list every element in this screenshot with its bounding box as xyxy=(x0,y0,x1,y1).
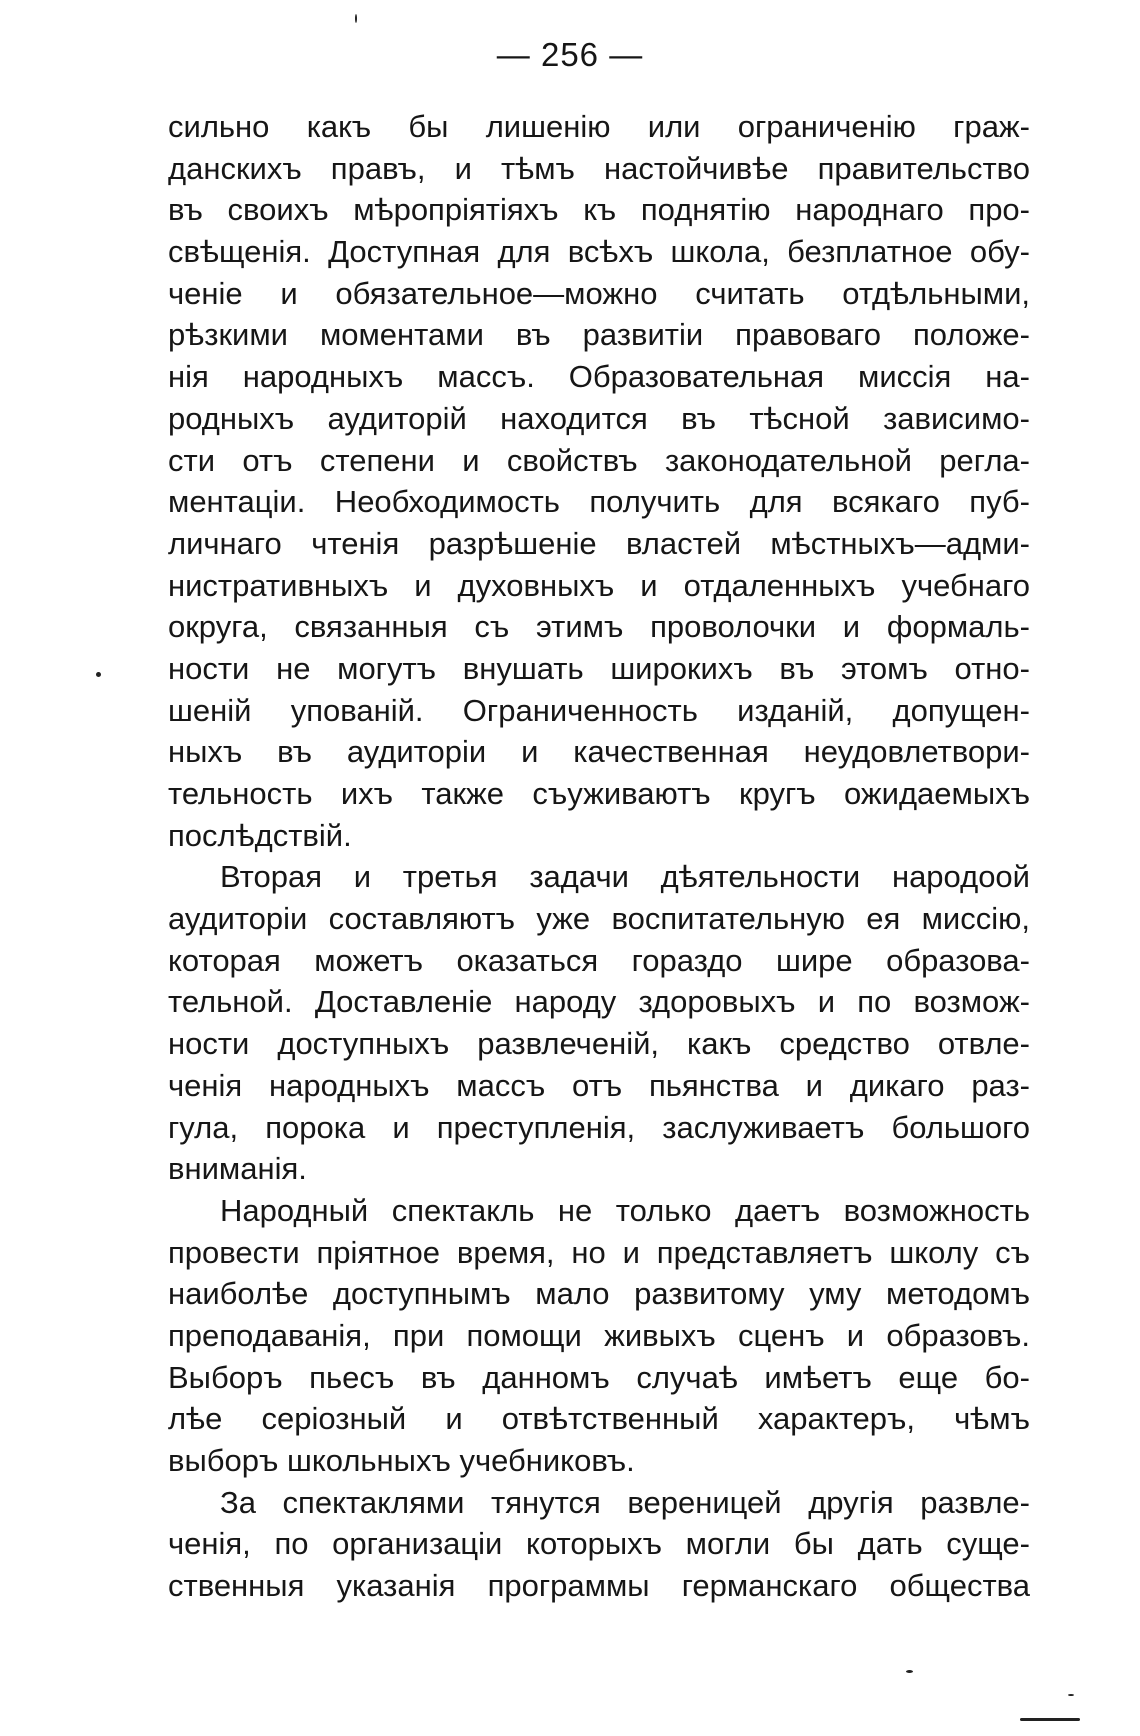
paragraph xyxy=(168,106,1030,856)
text-line: шеній упованій. Ограниченность изданій, допущен- xyxy=(168,692,1030,728)
page-number: — 256 — xyxy=(496,36,644,73)
text-line: вниманія. xyxy=(168,1151,307,1187)
text-line: ченія, по организаціи которыхъ могли бы дать суще- xyxy=(168,1526,1030,1562)
paragraph xyxy=(168,1482,1030,1607)
text-line: данскихъ правъ, и тѣмъ настойчивѣе правительство xyxy=(168,150,1030,186)
text-line: ченіе и обязательное—можно считать отдѣльными, xyxy=(168,275,1030,311)
text-body xyxy=(168,106,1030,1607)
text-line: рѣзкими моментами въ развитіи правоваго положе- xyxy=(168,317,1030,353)
scan-speck xyxy=(96,672,101,677)
text-line: послѣдствій. xyxy=(168,817,352,853)
text-line: округа, связанныя съ этимъ проволочки и формаль- xyxy=(168,609,1030,645)
scan-speck xyxy=(1020,1718,1080,1721)
text-line: Народный спектакль не только даетъ возможность xyxy=(220,1192,1030,1228)
text-line: ственныя указанія программы германскаго общества xyxy=(168,1568,1030,1604)
scan-speck xyxy=(1068,1694,1074,1696)
text-line: провести пріятное время, но и представляетъ школу съ xyxy=(168,1234,1030,1270)
text-line: ности доступныхъ развлеченій, какъ средство отвле- xyxy=(168,1026,1030,1062)
text-line: личнаго чтенія разрѣшеніе властей мѣстныхъ—адми- xyxy=(168,525,1030,561)
text-line: ныхъ въ аудиторіи и качественная неудовлетвори- xyxy=(168,734,1030,770)
text-line: гула, порока и преступленія, заслуживаетъ большого xyxy=(168,1109,1030,1145)
text-line: лѣе серіозный и отвѣтственный характеръ, чѣмъ xyxy=(168,1401,1030,1437)
text-line: наиболѣе доступнымъ мало развитому уму методомъ xyxy=(168,1276,1030,1312)
text-line: свѣщенія. Доступная для всѣхъ школа, безплатное обу- xyxy=(168,234,1030,270)
text-line: нія народныхъ массъ. Образовательная миссія на- xyxy=(168,359,1030,395)
paragraph xyxy=(168,856,1030,1190)
scan-speck xyxy=(355,14,357,23)
paragraph xyxy=(168,1190,1030,1482)
scan-speck xyxy=(906,1670,913,1673)
text-line: въ своихъ мѣропріятіяхъ къ поднятію народнаго про- xyxy=(168,192,1030,228)
text-line: ности не могутъ внушать широкихъ въ этомъ отно- xyxy=(168,650,1030,686)
text-line: тельной. Доставленіе народу здоровыхъ и по возмож- xyxy=(168,984,1030,1020)
text-line: Вторая и третья задачи дѣятельности народоой xyxy=(220,859,1030,895)
text-line: тельность ихъ также съуживаютъ кругъ ожидаемыхъ xyxy=(168,776,1030,811)
text-line: сильно какъ бы лишенію или ограниченію граж- xyxy=(168,109,1030,144)
text-line: родныхъ аудиторій находится въ тѣсной зависимо- xyxy=(168,400,1030,436)
text-line: Выборъ пьесъ въ данномъ случаѣ имѣетъ еще бо- xyxy=(168,1359,1030,1395)
text-line: нистративныхъ и духовныхъ и отдаленныхъ учебнаго xyxy=(168,567,1030,603)
text-line: За спектаклями тянутся вереницей другія развле- xyxy=(220,1484,1030,1520)
text-line: преподаванія, при помощи живыхъ сценъ и образовъ. xyxy=(168,1317,1030,1353)
text-line: ментаціи. Необходимость получить для всякаго пуб- xyxy=(168,484,1030,520)
text-line: выборъ школьныхъ учебниковъ. xyxy=(168,1443,635,1478)
text-line: сти отъ степени и свойствъ законодательной регла- xyxy=(168,442,1030,478)
text-line: которая можетъ оказаться гораздо шире образова- xyxy=(168,942,1030,978)
text-line: аудиторіи составляютъ уже воспитательную ея миссію, xyxy=(168,901,1030,937)
text-line: ченія народныхъ массъ отъ пьянства и дикаго раз- xyxy=(168,1067,1030,1103)
